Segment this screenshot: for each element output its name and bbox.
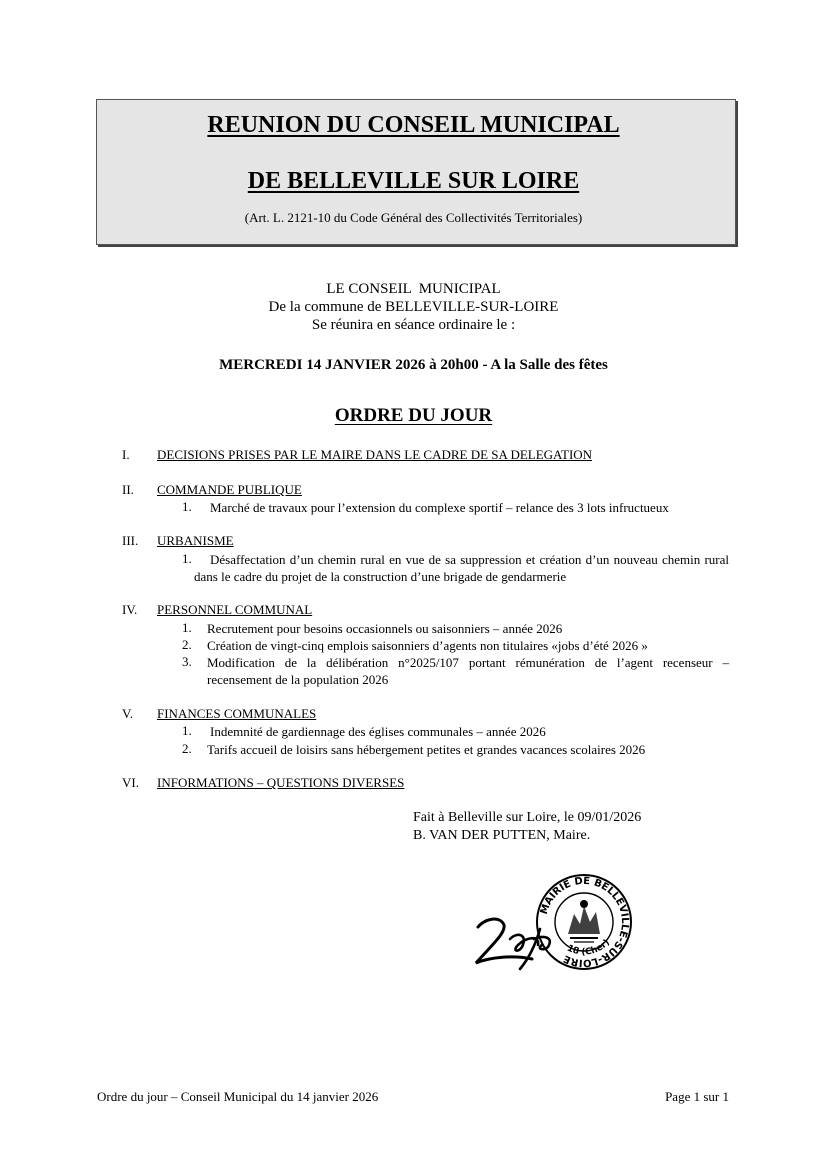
stamp-ring-text: MAIRIE DE BELLEVILLE-SUR-LOIRE [538, 875, 631, 969]
intro-line3: Se réunira en séance ordinaire le : [311, 317, 516, 333]
agenda-item: Modification de la délibération n°2025/107 portant rémunération de l’agent recenseur – recensement de la population 2026 [207, 655, 729, 687]
meeting-date: MERCREDI 14 JANVIER 2026 à 20h00 - A la Salle des fêtes [219, 357, 608, 373]
section-number: IV. [122, 602, 138, 617]
stamp-bottom-text: 18 (Cher) [565, 937, 613, 958]
item-number: 1. [182, 551, 192, 566]
section-title: COMMANDE PUBLIQUE [157, 482, 302, 497]
municipal-stamp [534, 872, 634, 972]
item-number: 1. [182, 723, 192, 738]
section-number: III. [122, 533, 139, 548]
section-number: I. [122, 447, 130, 462]
section-title: FINANCES COMMUNALES [157, 706, 317, 721]
legal-reference: (Art. L. 2121-10 du Code Général des Collectivités Territoriales) [244, 210, 583, 225]
item-number: 2. [182, 741, 192, 756]
document-title-line1: REUNION DU CONSEIL MUNICIPAL [207, 112, 620, 138]
stamp-emblem-icon [568, 900, 600, 942]
signoff-block [413, 809, 641, 845]
item-number: 1. [182, 499, 192, 514]
agenda-title: ORDRE DU JOUR [334, 405, 493, 426]
section-title: URBANISME [157, 533, 234, 548]
agenda-item: Désaffectation d’un chemin rural en vue de sa suppression et création d’un nouveau chemin rural dans le cadre du projet de la construction d’une brigade de gendarmerie [194, 552, 729, 584]
section-number: II. [122, 482, 134, 497]
section-title: INFORMATIONS – QUESTIONS DIVERSES [157, 775, 405, 790]
agenda-item: Création de vingt-cinq emplois saisonniers d’agents non titulaires «jobs d’été 2026 » [207, 638, 648, 653]
section-number: VI. [122, 775, 139, 790]
agenda-item: Tarifs accueil de loisirs sans hébergement petites et grandes vacances scolaires 2026 [207, 742, 646, 757]
intro-line2: De la commune de BELLEVILLE-SUR-LOIRE [268, 299, 559, 315]
signoff-place-date: Fait à Belleville sur Loire, le 09/01/2026 [413, 810, 642, 825]
agenda-item: Indemnité de gardiennage des églises communales – année 2026 [210, 724, 546, 739]
document-title-line2: DE BELLEVILLE SUR LOIRE [247, 168, 580, 194]
item-number: 2. [182, 637, 192, 652]
signoff-signer: B. VAN DER PUTTEN, Maire. [413, 828, 591, 843]
intro-line1: LE CONSEIL MUNICIPAL [326, 281, 501, 297]
footer-title: Ordre du jour – Conseil Municipal du 14 janvier 2026 [97, 1089, 379, 1104]
item-number: 1. [182, 620, 192, 635]
agenda-item: Marché de travaux pour l’extension du complexe sportif – relance des 3 lots infructueux [210, 500, 669, 515]
item-number: 3. [182, 654, 192, 669]
section-number: V. [122, 706, 133, 721]
section-title: PERSONNEL COMMUNAL [157, 602, 313, 617]
section-title: DECISIONS PRISES PAR LE MAIRE DANS LE CADRE DE SA DELEGATION [157, 447, 593, 462]
intro-block [0, 280, 827, 334]
agenda-item: Recrutement pour besoins occasionnels ou saisonniers – année 2026 [207, 621, 563, 636]
page-number: Page 1 sur 1 [665, 1089, 729, 1104]
